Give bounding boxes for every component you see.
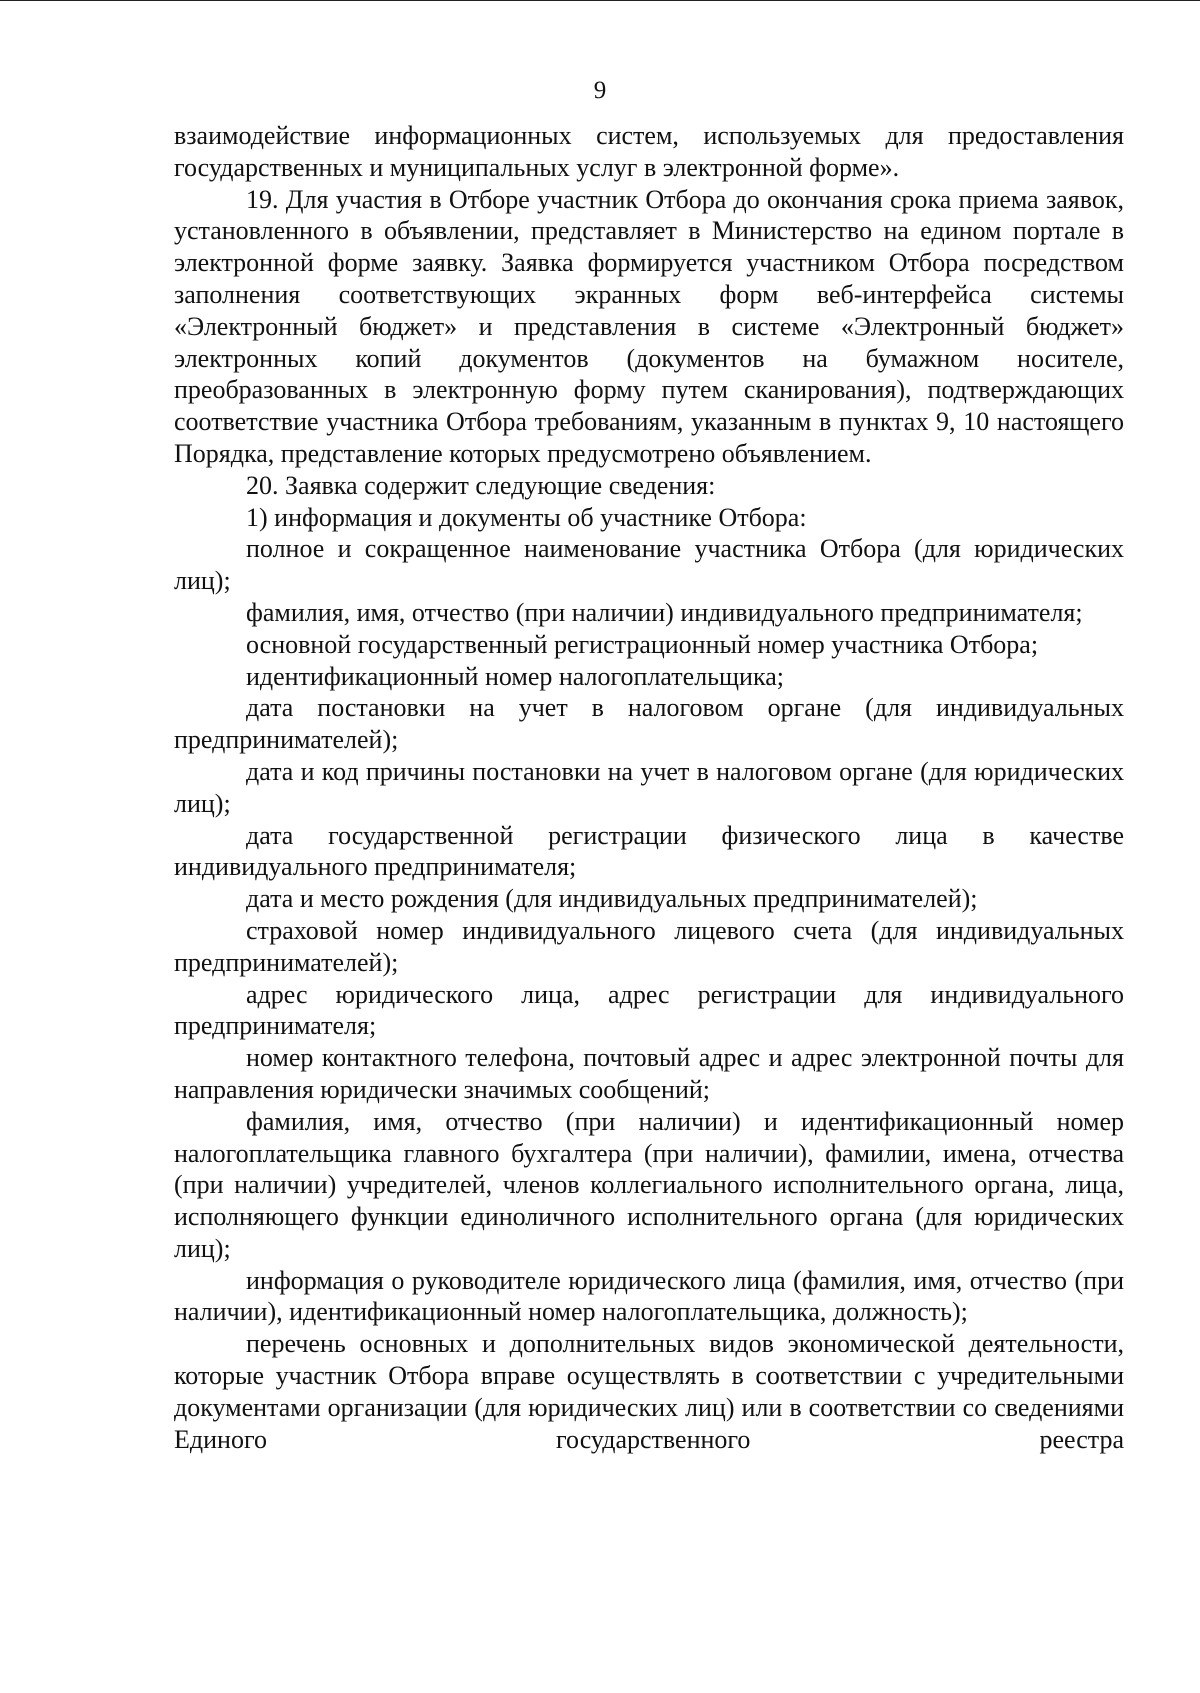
paragraph: 1) информация и документы об участнике Отбора:: [246, 502, 807, 532]
paragraph: основной государственный регистрационный номер участника Отбора;: [246, 629, 1039, 659]
paragraph: 19. Для участия в Отборе участник Отбора до окончания срока приема заявок, установленного в объявлении, представляет в Министерство на едином портале в электронной форме заявку. Заявка формируется участником Отбора посредством заполнения соответствующих экранных форм веб-интерфейса системы «Электронный бюджет» и представления в системе «Электронный бюджет» электронных копий документов (документов на бумажном носителе, преобразованных в электронную форму путем сканирования), подтверждающих соответствие участника Отбора требованиям, указанным в пунктах 9, 10 настоящего Порядка, представление которых предусмотрено объявлением.: [174, 184, 1124, 468]
paragraph: фамилия, имя, отчество (при наличии) индивидуального предпринимателя;: [246, 597, 1083, 627]
paragraph: дата постановки на учет в налоговом органе (для индивидуальных предпринимателей);: [174, 693, 1124, 755]
paragraph: информация о руководителе юридического лица (фамилия, имя, отчество (при наличии), идентификационный номер налогоплательщика, должность);: [174, 1265, 1124, 1327]
paragraph: перечень основных и дополнительных видов экономической деятельности, которые участник Отбора вправе осуществлять в соответствии с учредительными документами организации (для юридических лиц) или в соответствии со сведениями Единого государственного реестра: [174, 1329, 1124, 1454]
paragraph: полное и сокращенное наименование участника Отбора (для юридических лиц);: [174, 534, 1124, 596]
paragraph: номер контактного телефона, почтовый адрес и адрес электронной почты для направления юридически значимых сообщений;: [174, 1043, 1124, 1104]
page-number: 9: [593, 77, 607, 104]
paragraph: дата и место рождения (для индивидуальных предпринимателей);: [246, 884, 978, 914]
paragraph: идентификационный номер налогоплательщика;: [246, 661, 784, 691]
paragraph: 20. Заявка содержит следующие сведения:: [246, 470, 716, 500]
paragraph: дата государственной регистрации физического лица в качестве индивидуального предпринимателя;: [174, 820, 1124, 882]
paragraph: дата и код причины постановки на учет в налоговом органе (для юридических лиц);: [174, 756, 1124, 818]
paragraph: взаимодействие информационных систем, используемых для предоставления государственных и муниципальных услуг в электронной форме».: [174, 121, 1124, 182]
paragraph: адрес юридического лица, адрес регистрации для индивидуального предпринимателя;: [174, 979, 1124, 1041]
document-body: [174, 120, 1124, 1455]
paragraph: фамилия, имя, отчество (при наличии) и идентификационный номер налогоплательщика главного бухгалтера (при наличии), фамилии, имена, отчества (при наличии) учредителей, членов коллегиального исполнительного органа, лица, исполняющего функции единоличного исполнительного органа (для юридических лиц);: [174, 1106, 1124, 1263]
paragraph: страховой номер индивидуального лицевого счета (для индивидуальных предпринимателей);: [174, 915, 1124, 977]
